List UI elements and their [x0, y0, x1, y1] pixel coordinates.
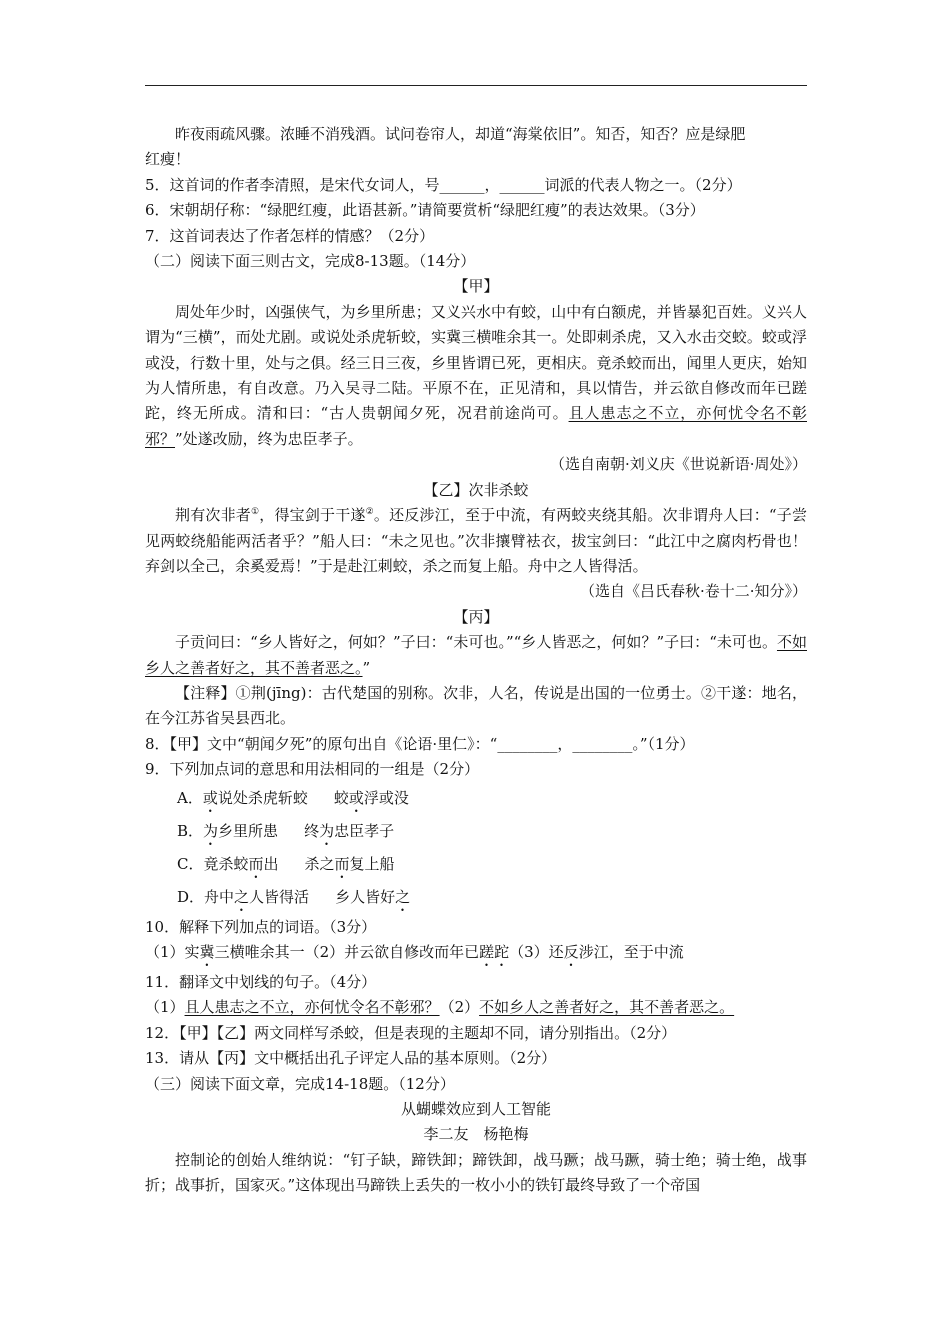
q10-text: 三横唯余其一（2）并云欲自修改而年已: [214, 942, 480, 961]
dotted-word: 而: [248, 854, 264, 873]
q10-text: （3）还: [509, 942, 564, 961]
q11-label-2: （2）: [439, 998, 480, 1017]
section-3-heading: （三）阅读下面文章，完成14-18题。（12分）: [145, 1074, 455, 1093]
option-c: [145, 849, 807, 882]
passage-bing-tail: ”: [362, 658, 371, 677]
passage-bing-heading: 【丙】: [453, 607, 499, 626]
question-5: 5．这首词的作者李清照，是宋代女词人，号______，______词派的代表人物之一。（2分）: [145, 175, 742, 194]
poem-text: [145, 122, 807, 173]
option-a: [145, 783, 807, 816]
option-a-text: 说处杀虎斩蛟: [217, 788, 308, 807]
passage-jia-underlined: 且人患志之不立，亦何忧令名不彰邪？: [145, 404, 807, 448]
option-d: [145, 882, 807, 915]
question-11-stem: 11．翻译文中划线的句子。（4分）: [145, 972, 377, 991]
question-7: 7．这首词表达了作者怎样的情感？（2分）: [145, 226, 435, 245]
passage-bing-underlined: 不如乡人之善者好之，其不善者恶之。: [145, 633, 807, 677]
question-12: 12．【甲】【乙】两文同样写杀蛟，但是表现的主题却不同，请分别指出。（2分）: [145, 1023, 677, 1042]
footnote-marker-1: ①: [250, 507, 260, 518]
option-b-text: 乡里所患: [218, 821, 279, 840]
passage-yi: [145, 503, 807, 579]
option-d-text: 人皆得活: [249, 887, 310, 906]
dotted-word: 为: [203, 821, 219, 840]
option-c-text: 复上船: [349, 854, 395, 873]
option-c-text: 杀之: [304, 854, 335, 873]
passage-yi-heading: 【乙】次非杀蛟: [423, 480, 529, 499]
question-8: 8．【甲】文中“朝闻夕死”的原句出自《论语·里仁》：“________，________。”（1分）: [145, 734, 695, 753]
option-a-label: A．: [177, 788, 203, 807]
question-9-stem: 9．下列加点词的意思和用法相同的一组是（2分）: [145, 760, 480, 779]
question-10-stem: 10．解释下列加点的词语。（3分）: [145, 917, 377, 936]
passage-bing: [145, 630, 807, 681]
section-2-heading: （二）阅读下面三则古文，完成8-13题。（14分）: [145, 252, 476, 271]
passage-yi-text-c: 。还反涉江，至于中流，有两蛟夹绕其船。次非谓舟人曰：“子尝见两蛟绕船能两活者乎？”船人曰：“未之见也。”次非攘臂袪衣，拔宝剑曰：“此江中之腐肉朽骨也！弃剑以全己，余奚爱焉！”于是赴江刺蛟，杀之而复上船。舟中之人皆得活。: [145, 506, 807, 575]
passage-yi-text-a: 荆有次非者: [175, 506, 251, 525]
option-d-text: D．舟中: [177, 887, 235, 906]
q10-text: （1）实: [145, 942, 200, 961]
passage-jia-text: 周处年少时，凶强侠气，为乡里所患；又义兴水中有蛟，山中有白额虎，并皆暴犯百姓。义兴人谓为“三横”，而处尤剧。或说处杀虎斩蛟，实冀三横唯余其一。处即刺杀虎，又入水击交蛟。蛟或浮或没，行数十里，处与之俱。经三日三夜，乡里皆谓已死，更相庆。竟杀蛟而出，闻里人更庆，始知为人情所患，有自改意。乃入吴寻二陆。平原不在，正见清和，具以情告，并云欲自修改而年已蹉跎，终无所成。清和曰：“古人贵朝闻夕死，况君前途尚可。: [145, 302, 807, 423]
dotted-word: 之: [234, 887, 250, 906]
passage-yi-text-b: ，得宝剑于干遂: [259, 506, 366, 525]
dotted-word: 之: [395, 887, 411, 906]
article-authors: 李二友 杨艳梅: [423, 1125, 529, 1144]
option-b: [145, 816, 807, 849]
article-text: 控制论的创始人维纳说：“钉子缺，蹄铁卸；蹄铁卸，战马蹶；战马蹶，骑士绝；骑士绝，战事折；战事折，国家灭。”这体现出马蹄铁上丢失的一枚小小的铁钉最终导致了一个帝国: [145, 1150, 807, 1195]
dotted-word: 为: [319, 821, 335, 840]
header-rule: [145, 85, 807, 86]
article-title: 从蝴蝶效应到人工智能: [400, 1100, 551, 1118]
q11-label-1: （1）: [145, 998, 185, 1017]
passage-jia-heading: 【甲】: [453, 277, 499, 296]
option-b-text: 终: [304, 821, 320, 840]
passage-jia: [145, 300, 807, 452]
passage-jia-source: （选自南朝·刘义庆《世说新语·周处》）: [549, 455, 807, 474]
dotted-word: 反: [563, 942, 579, 961]
question-10-items: [145, 940, 807, 970]
q11-sentence-1: 且人患志之不立，亦何忧令名不彰邪？: [184, 998, 440, 1017]
q11-sentence-2: 不如乡人之善者好之，其不善者恶之。: [479, 998, 735, 1017]
poem-line-2: 红瘦！: [145, 150, 191, 169]
question-13: 13．请从【丙】文中概括出孔子评定人品的基本原则。（2分）: [145, 1049, 557, 1068]
q10-text: 涉江，至于中流: [578, 942, 684, 961]
question-11-items: [145, 995, 807, 1020]
dotted-word: 而: [334, 854, 350, 873]
dotted-word: 或: [202, 788, 218, 807]
footnote-marker-2: ②: [365, 507, 374, 518]
option-a-text: 浮或没: [363, 788, 409, 807]
poem-line-1: 昨夜雨疏风骤。浓睡不消残酒。试问卷帘人，却道“海棠依旧”。知否，知否？应是绿肥: [175, 125, 746, 143]
option-a-text: 蛟: [333, 788, 349, 807]
exam-page: [145, 122, 807, 1199]
passage-yi-source: （选自《吕氏春秋·卷十二·知分》）: [579, 582, 807, 601]
passage-jia-tail: ”处遂改励，终为忠臣孝子。: [175, 429, 363, 448]
option-c-text: C．竟杀蛟: [177, 854, 249, 873]
question-6: 6．宋朝胡仔称：“绿肥红瘦，此语甚新。”请简要赏析“绿肥红瘦”的表达效果。（3分）: [145, 201, 705, 220]
dotted-word: 蹉跎: [479, 942, 510, 961]
option-c-text: 出: [263, 854, 279, 873]
option-b-label: B．: [177, 821, 204, 840]
dotted-word: 冀: [199, 942, 215, 961]
option-d-text: 乡人皆好: [335, 887, 396, 906]
passage-bing-text: 子贡问曰：“乡人皆好之，何如？”子曰：“未可也。”“乡人皆恶之，何如？”子曰：“未可也。: [175, 633, 777, 652]
annotation: 【注释】①荆(jīng)：古代楚国的别称。次非，人名，传说是出国的一位勇士。②干遂：地名，在今江苏省吴县西北。: [145, 683, 807, 728]
dotted-word: 或: [348, 788, 364, 807]
option-b-text: 忠臣孝子: [334, 821, 395, 840]
